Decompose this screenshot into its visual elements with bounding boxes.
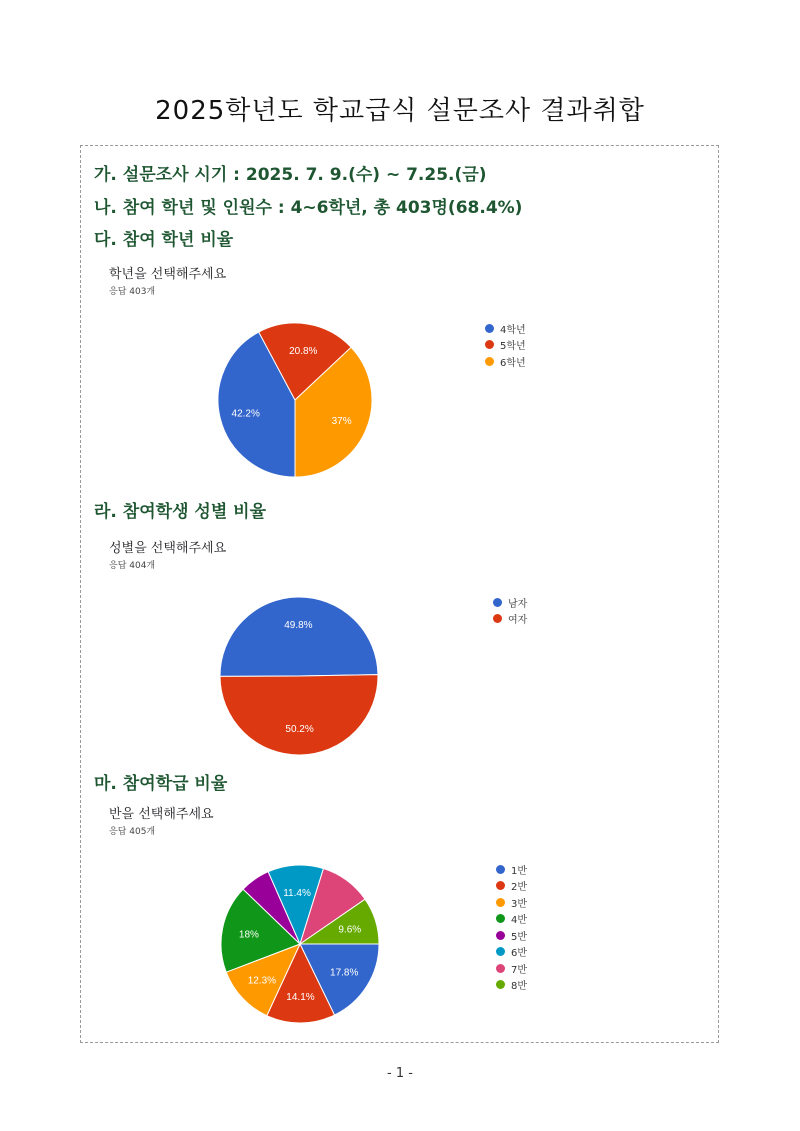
legend-label: 6반: [511, 948, 528, 960]
legend-swatch: [496, 980, 505, 989]
pie-charts-canvas: [81, 146, 718, 1042]
heading-grade-ratio: 다. 참여 학년 비율: [94, 230, 234, 250]
heading-survey-period: 가. 설문조사 시기 : 2025. 7. 9.(수) ~ 7.25.(금): [94, 165, 487, 185]
legend-swatch: [496, 881, 505, 890]
legend-item-남자: [493, 594, 527, 611]
chart3-response-count: 응답 405개: [109, 827, 156, 837]
legend-item-6반: [496, 944, 527, 961]
pie-slice-남자: [220, 597, 378, 676]
pie-label-3반: 12.3%: [247, 975, 277, 987]
pie-label-6반: 11.4%: [283, 887, 311, 899]
pie-label-2반: 14.1%: [286, 992, 315, 1004]
class-pie-chart: [221, 865, 379, 1023]
chart1-response-count: 응답 403개: [109, 287, 156, 297]
legend-label: 6학년: [500, 357, 526, 369]
pie-label-여자: 50.2%: [285, 724, 314, 736]
legend-label: 남자: [508, 598, 528, 610]
legend-label: 5반: [511, 931, 528, 943]
legend-swatch: [496, 898, 505, 907]
legend-swatch: [493, 614, 502, 623]
legend-label: 2반: [511, 882, 528, 894]
legend-item-6학년: [485, 353, 526, 370]
pie-label-1반: 17.8%: [330, 967, 359, 979]
pie-label-남자: 49.8%: [284, 619, 313, 631]
chart1-title: 학년을 선택해주세요: [109, 267, 227, 282]
legend-item-1반: [496, 861, 527, 878]
legend-label: 4학년: [500, 324, 526, 336]
legend-label: 7반: [511, 964, 528, 976]
legend-label: 4반: [511, 915, 528, 927]
gender-pie-chart: [220, 597, 378, 755]
legend-label: 5학년: [500, 341, 526, 353]
chart3-title: 반을 선택해주세요: [109, 807, 214, 822]
legend-swatch: [496, 865, 505, 874]
pie-label-8반: 9.6%: [338, 924, 362, 936]
gender-legend: [493, 594, 527, 627]
legend-swatch: [493, 598, 502, 607]
pie-slice-여자: [220, 675, 378, 755]
page-title: 2025학년도 학교급식 설문조사 결과취합: [155, 96, 645, 126]
legend-swatch: [485, 324, 494, 333]
grade-legend: [485, 320, 526, 370]
legend-item-5반: [496, 927, 527, 944]
legend-item-여자: [493, 611, 527, 628]
heading-participants: 나. 참여 학년 및 인원수 : 4~6학년, 총 403명(68.4%): [94, 198, 523, 218]
heading-gender-ratio: 라. 참여학생 성별 비율: [94, 502, 267, 522]
legend-swatch: [496, 964, 505, 973]
legend-item-8반: [496, 977, 527, 994]
grade-pie-chart: [218, 323, 372, 477]
legend-item-7반: [496, 960, 527, 977]
pie-label-4반: 18%: [238, 929, 259, 941]
legend-swatch: [485, 357, 494, 366]
pie-label-6학년: 37%: [331, 416, 352, 428]
legend-item-2반: [496, 878, 527, 895]
legend-item-4반: [496, 911, 527, 928]
legend-label: 8반: [511, 981, 528, 993]
heading-class-ratio: 마. 참여학급 비율: [94, 774, 228, 794]
pie-label-5학년: 20.8%: [289, 345, 318, 357]
legend-label: 3반: [511, 898, 528, 910]
pie-label-4학년: 42.2%: [231, 408, 260, 420]
legend-label: 여자: [508, 615, 528, 627]
legend-label: 1반: [511, 865, 528, 877]
legend-swatch: [496, 947, 505, 956]
class-legend: [496, 861, 527, 993]
legend-item-5학년: [485, 337, 526, 354]
legend-swatch: [496, 931, 505, 940]
content-frame: [80, 145, 719, 1043]
page-number: - 1 -: [387, 1066, 413, 1081]
chart2-response-count: 응답 404개: [109, 561, 156, 571]
legend-swatch: [496, 914, 505, 923]
legend-item-4학년: [485, 320, 526, 337]
chart2-title: 성별을 선택해주세요: [109, 541, 227, 556]
legend-swatch: [485, 340, 494, 349]
legend-item-3반: [496, 894, 527, 911]
